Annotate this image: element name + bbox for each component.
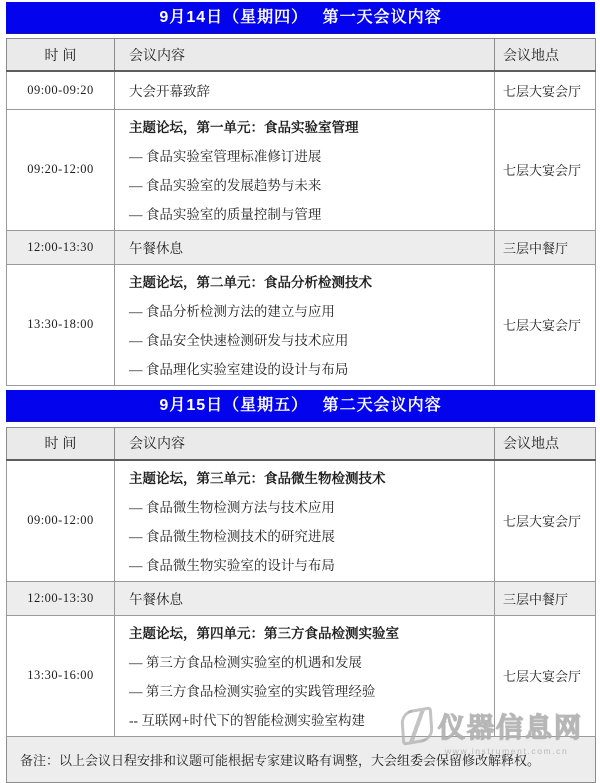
location-cell: 七层大宴会厅 (495, 264, 596, 385)
session-title: 主题论坛，第三单元：食品微生物检测技术 (129, 470, 386, 486)
watermark-brand-text: 仪器信息网 (438, 713, 583, 743)
session-topic: — 第三方食品检测实验室的实践管理经验 (129, 683, 376, 699)
column-header-row (7, 39, 596, 72)
col-header-content: 会议内容 (115, 39, 495, 72)
col-header-location: 会议地点 (495, 427, 596, 460)
session-topic: — 食品微生物检测技术的研究进展 (129, 528, 335, 544)
table-row-lunch (7, 581, 596, 615)
session-topic: -- 互联网+时代下的智能检测实验室构建 (129, 712, 365, 728)
content-cell (115, 264, 495, 385)
session-topic: — 食品实验室的发展趋势与未来 (129, 177, 322, 193)
table-row (7, 71, 596, 109)
time-cell: 09:20-12:00 (7, 109, 115, 230)
session-title: 主题论坛，第四单元：第三方食品检测实验室 (129, 625, 399, 641)
table-row (7, 615, 596, 736)
session-topic: — 食品实验室的质量控制与管理 (129, 206, 322, 222)
day1-schedule-table (6, 38, 596, 386)
note-row (7, 736, 596, 782)
table-row-lunch (7, 230, 596, 264)
agenda-sheet (6, 2, 595, 783)
location-cell: 三层中餐厅 (495, 230, 596, 264)
day1-banner: 9月14日（星期四） 第一天会议内容 (6, 2, 595, 34)
time-cell: 13:30-18:00 (7, 264, 115, 385)
location-cell: 七层大宴会厅 (495, 109, 596, 230)
col-header-location: 会议地点 (495, 39, 596, 72)
col-header-content: 会议内容 (115, 427, 495, 460)
session-topic: — 食品实验室管理标准修订进展 (129, 148, 322, 164)
session-topic: — 第三方食品检测实验室的机遇和发展 (129, 654, 362, 670)
session-topic: — 食品理化实验室建设的设计与布局 (129, 361, 349, 377)
content-cell: 午餐休息 (115, 581, 495, 615)
session-topic: — 食品安全快速检测研发与技术应用 (129, 332, 349, 348)
col-header-time: 时 间 (7, 427, 115, 460)
session-topic: — 食品微生物检测方法与技术应用 (129, 499, 335, 515)
content-cell: 大会开幕致辞 (115, 71, 495, 109)
location-cell: 七层大宴会厅 (495, 71, 596, 109)
content-cell (115, 460, 495, 582)
session-title: 主题论坛，第一单元：食品实验室管理 (129, 119, 359, 135)
time-cell: 09:00-12:00 (7, 460, 115, 582)
time-cell: 12:00-13:30 (7, 581, 115, 615)
content-cell: 午餐休息 (115, 230, 495, 264)
location-cell: 七层大宴会厅 (495, 460, 596, 582)
watermark-url: www.instrument.com.cn (445, 746, 569, 756)
table-row (7, 109, 596, 230)
content-cell (115, 109, 495, 230)
session-topic: — 食品微生物实验室的设计与布局 (129, 557, 335, 573)
note-text: 备注：以上会议日程安排和议题可能根据专家建议略有调整，大会组委会保留修改解释权。 (7, 736, 596, 782)
location-cell: 三层中餐厅 (495, 581, 596, 615)
day2-schedule-table (6, 427, 596, 783)
session-title: 主题论坛，第二单元：食品分析检测技术 (129, 274, 372, 290)
table-row (7, 460, 596, 582)
location-cell: 七层大宴会厅 (495, 615, 596, 736)
time-cell: 13:30-16:00 (7, 615, 115, 736)
time-cell: 12:00-13:30 (7, 230, 115, 264)
session-topic: — 食品分析检测方法的建立与应用 (129, 303, 335, 319)
time-cell: 09:00-09:20 (7, 71, 115, 109)
table-row (7, 264, 596, 385)
column-header-row (7, 427, 596, 460)
content-cell (115, 615, 495, 736)
col-header-time: 时 间 (7, 39, 115, 72)
day2-banner: 9月15日（星期五） 第二天会议内容 (6, 390, 595, 422)
